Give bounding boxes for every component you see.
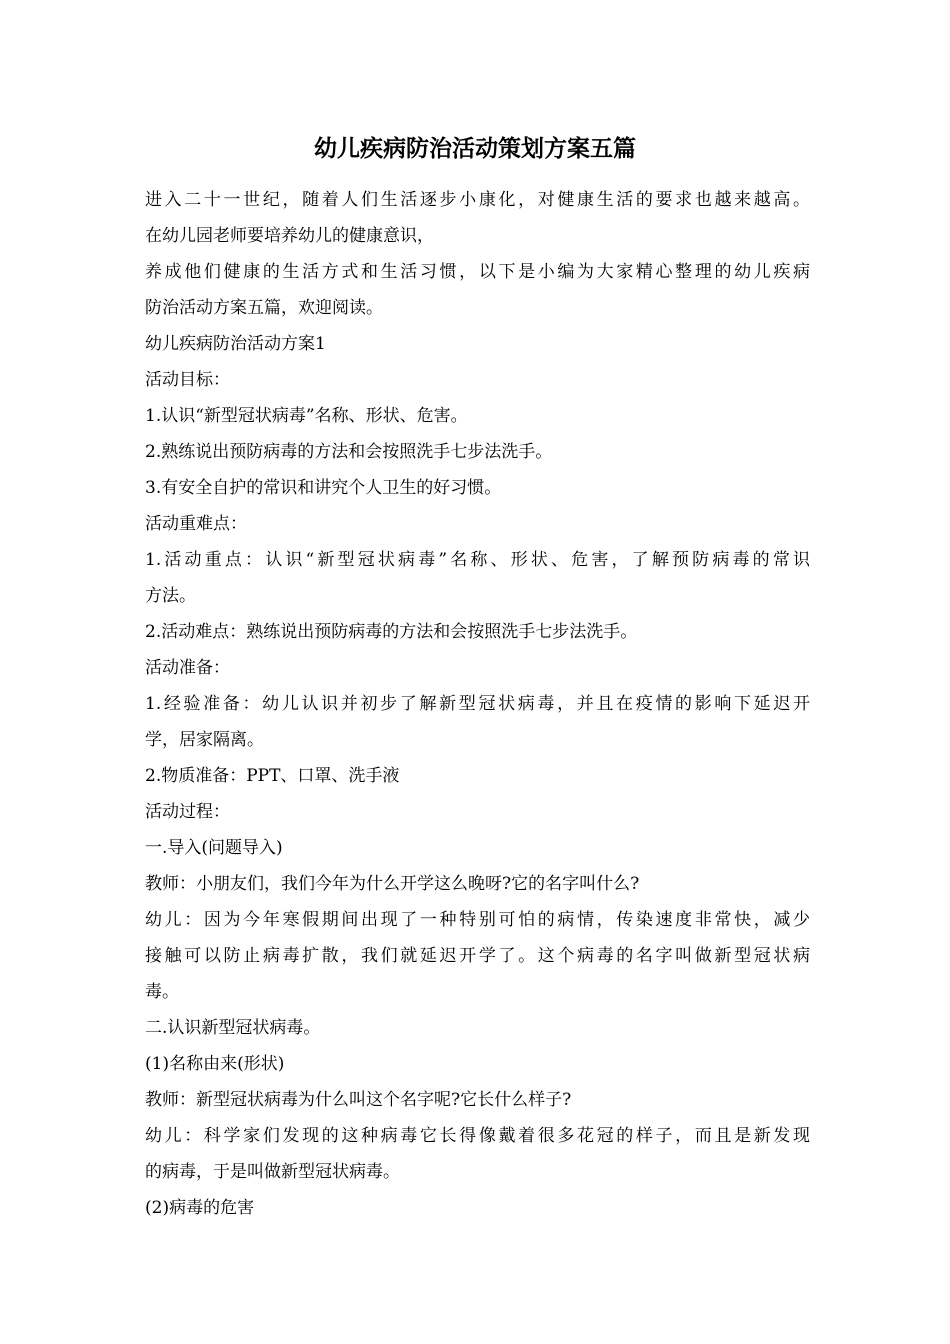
paragraph-line: 2.活动难点：熟练说出预防病毒的方法和会按照洗手七步法洗手。 [145,622,638,642]
paragraph-line: 幼儿：科学家们发现的这种病毒它长得像戴着很多花冠的样子，而且是新发现 [145,1126,810,1146]
document-title: 幼儿疾病防治活动策划方案五篇 [314,135,636,162]
paragraph-line: (2)病毒的危害 [145,1198,255,1218]
paragraph-line: 养成他们健康的生活方式和生活习惯，以下是小编为大家精心整理的幼儿疾病 [145,262,810,282]
document-body [145,182,810,1226]
paragraph-line: 教师：小朋友们，我们今年为什么开学这么晚呀?它的名字叫什么? [145,874,640,894]
paragraph-line: 学，居家隔离。 [145,730,264,750]
paragraph-line: 活动过程： [145,802,230,822]
paragraph-line: 1.认识“新型冠状病毒”名称、形状、危害。 [145,406,468,426]
paragraph-line: 1.经验准备：幼儿认识并初步了解新型冠状病毒，并且在疫情的影响下延迟开 [145,694,810,714]
paragraph-line: 活动准备： [145,658,230,678]
paragraph-line: 2.熟练说出预防病毒的方法和会按照洗手七步法洗手。 [145,442,553,462]
paragraph-line: 防治活动方案五篇，欢迎阅读。 [145,298,383,318]
paragraph-line: 接触可以防止病毒扩散，我们就延迟开学了。这个病毒的名字叫做新型冠状病 [145,946,810,966]
paragraph-line: 二.认识新型冠状病毒。 [145,1018,321,1038]
paragraph-line: 一.导入(问题导入) [145,838,283,858]
paragraph-line: 活动重难点： [145,514,247,534]
paragraph-line: 教师：新型冠状病毒为什么叫这个名字呢?它长什么样子? [145,1090,572,1110]
paragraph-line: 毒。 [145,982,179,1002]
paragraph-line: 活动目标： [145,370,230,390]
paragraph-line: 3.有安全自护的常识和讲究个人卫生的好习惯。 [145,478,502,498]
paragraph-line: 方法。 [145,586,196,606]
paragraph-line: 1.活动重点：认识“新型冠状病毒”名称、形状、危害，了解预防病毒的常识 [145,550,810,570]
paragraph-line: 进入二十一世纪，随着人们生活逐步小康化，对健康生活的要求也越来越高。 [145,190,810,210]
paragraph-line: 幼儿疾病防治活动方案1 [145,334,326,354]
paragraph-line: (1)名称由来(形状) [145,1054,285,1074]
paragraph-line: 幼儿：因为今年寒假期间出现了一种特别可怕的病情，传染速度非常快，减少 [145,910,810,930]
paragraph-line: 在幼儿园老师要培养幼儿的健康意识， [145,226,434,246]
paragraph-line: 2.物质准备：PPT、口罩、洗手液 [145,766,400,786]
paragraph-line: 的病毒，于是叫做新型冠状病毒。 [145,1162,400,1182]
